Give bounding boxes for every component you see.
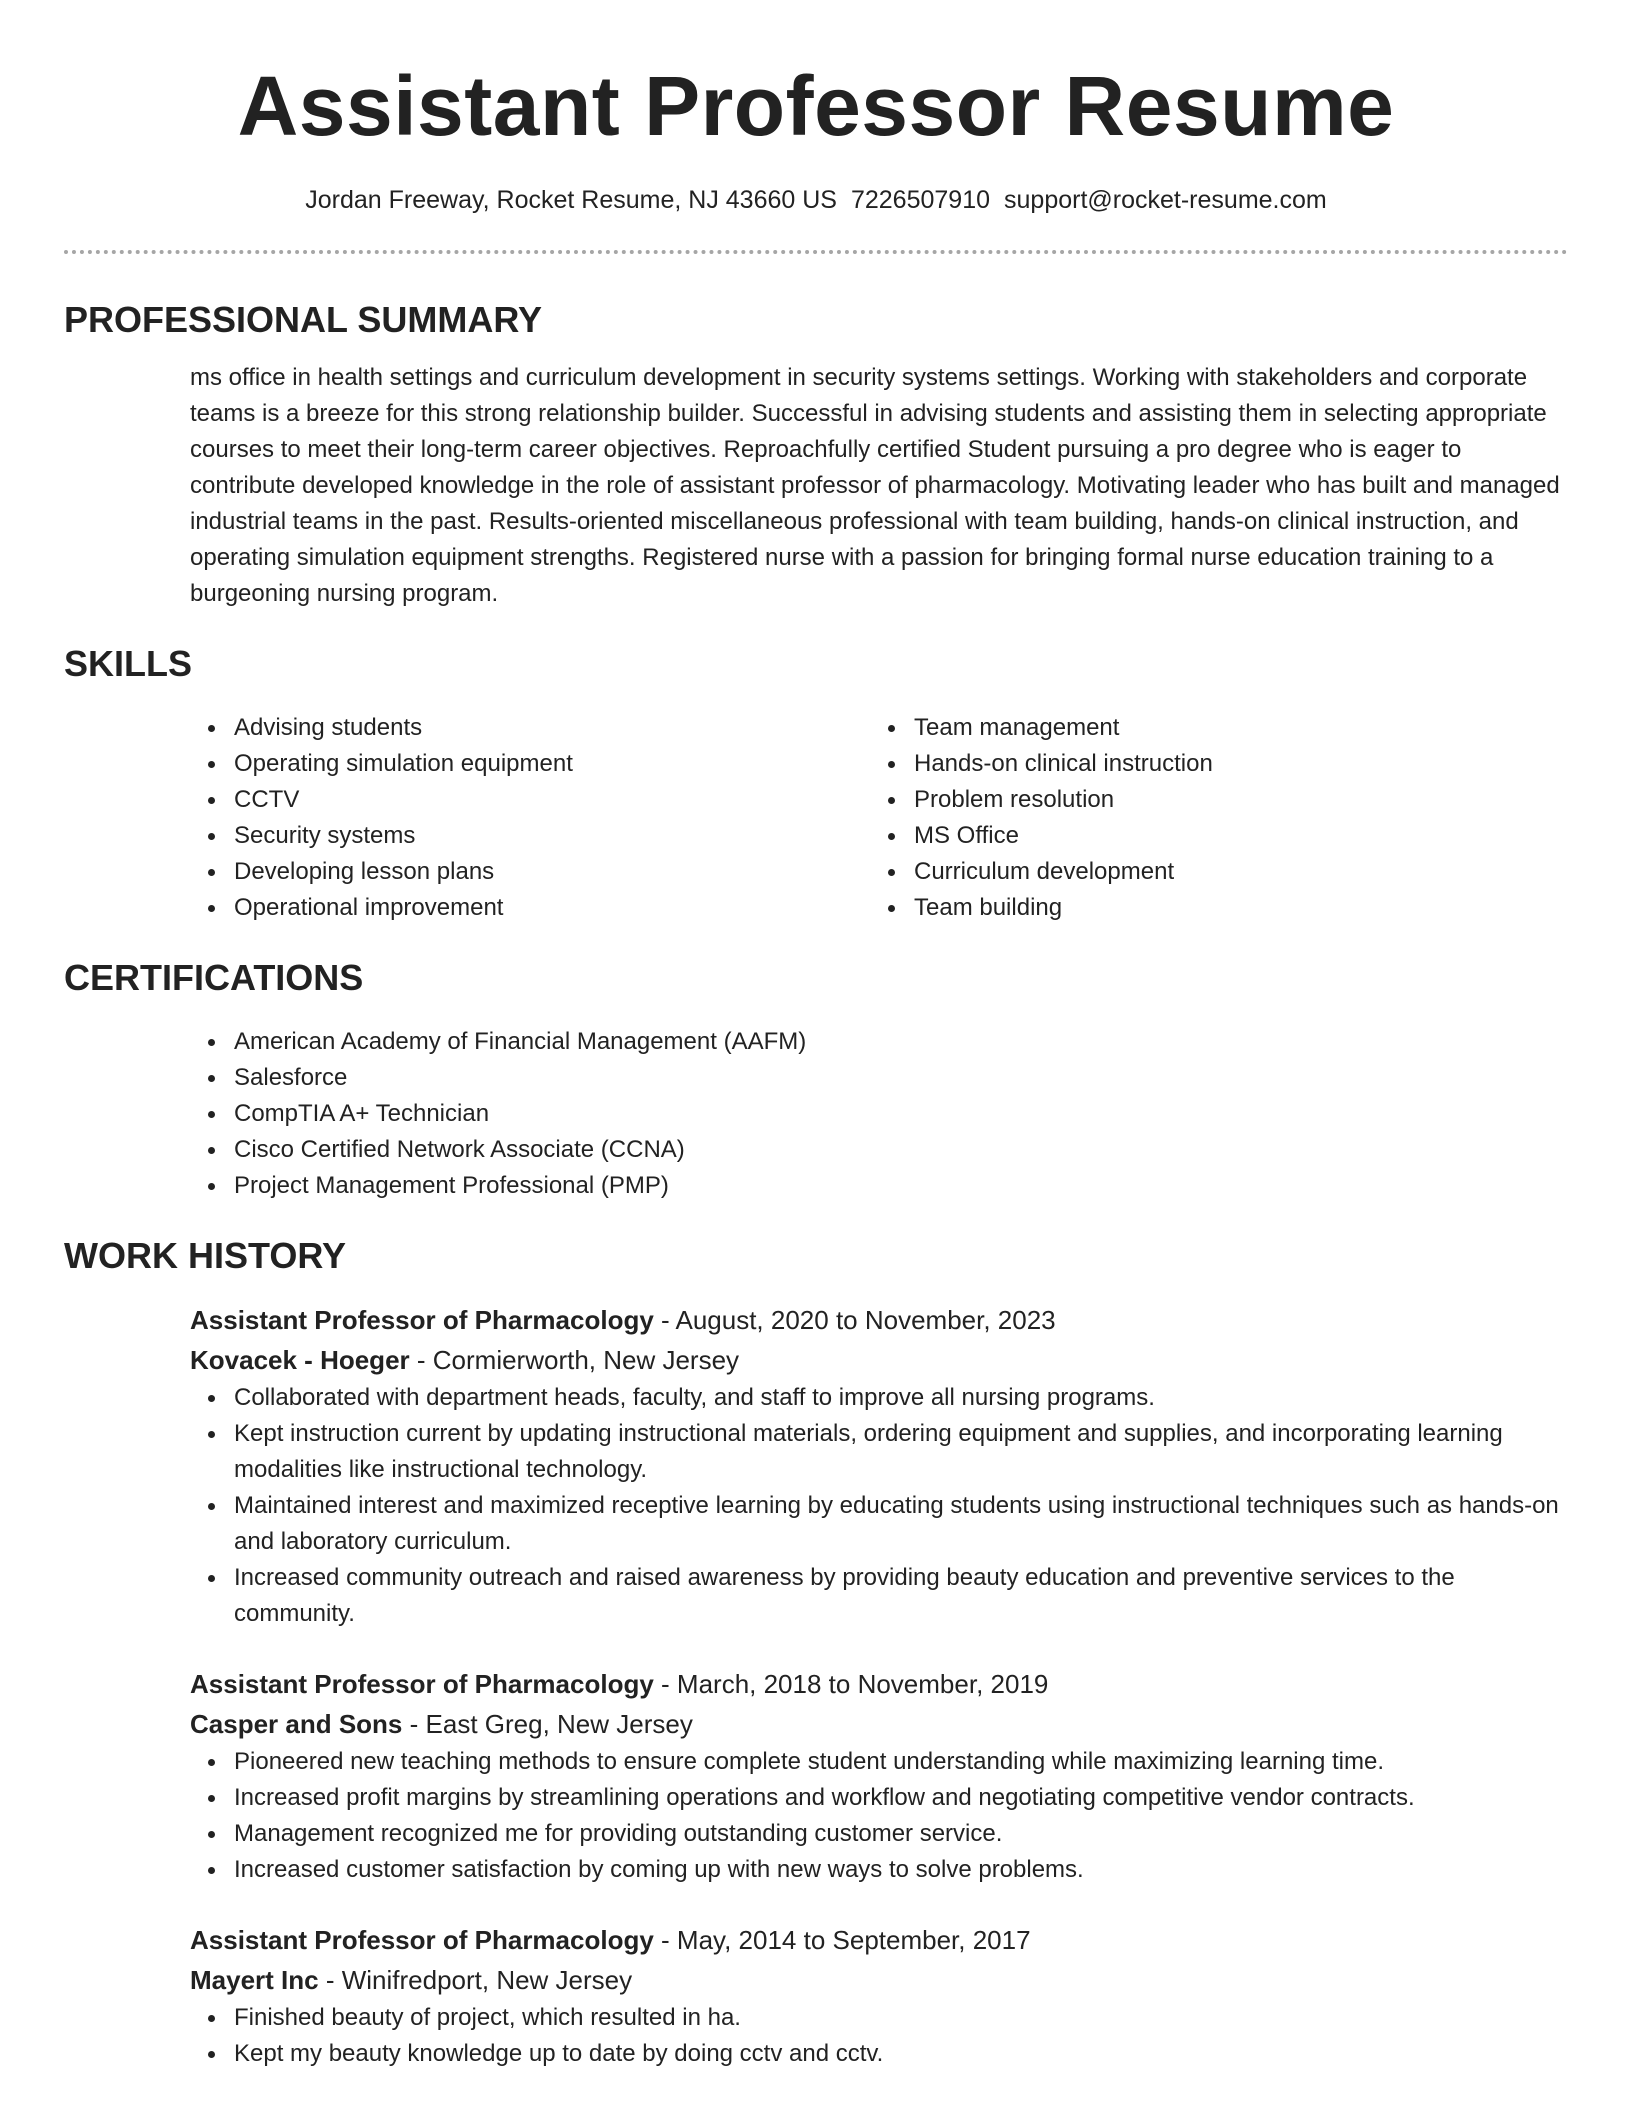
job-dates: - May, 2014 to September, 2017 [653, 1925, 1031, 1955]
job-company-line [190, 1960, 1568, 2000]
job-entry [190, 1664, 1568, 1888]
skill-item: Team management [914, 710, 1550, 746]
job-company: Mayert Inc [190, 1965, 319, 1995]
certification-item: Cisco Certified Network Associate (CCNA) [234, 1132, 1568, 1168]
work-history-heading: WORK HISTORY [64, 1235, 347, 1276]
skill-item: MS Office [914, 818, 1550, 854]
skill-item: Operating simulation equipment [234, 746, 870, 782]
job-bullet: Collaborated with department heads, faculty, and staff to improve all nursing programs. [234, 1380, 1568, 1416]
job-company: Kovacek - Hoeger [190, 1345, 410, 1375]
job-bullets [190, 1380, 1568, 1632]
job-bullet: Increased community outreach and raised awareness by providing beauty education and preventive services to the community. [234, 1560, 1568, 1632]
job-dates: - August, 2020 to November, 2023 [653, 1305, 1056, 1335]
job-bullet: Increased customer satisfaction by coming up with new ways to solve problems. [234, 1852, 1568, 1888]
job-bullets [190, 1744, 1568, 1888]
skills-grid [190, 710, 1568, 926]
job-bullet: Increased profit margins by streamlining operations and workflow and negotiating competitive vendor contracts. [234, 1780, 1568, 1816]
skills-list-left [190, 710, 870, 926]
certification-item: American Academy of Financial Management (AAFM) [234, 1024, 1568, 1060]
summary-heading: PROFESSIONAL SUMMARY [64, 299, 543, 340]
contact-address: Jordan Freeway, Rocket Resume, NJ 43660 US [305, 186, 837, 214]
skill-item: Hands-on clinical instruction [914, 746, 1550, 782]
skills-column-left [190, 710, 870, 926]
certifications-block [190, 1024, 1568, 1204]
contact-email: support@rocket-resume.com [1004, 186, 1327, 214]
certifications-heading: CERTIFICATIONS [64, 957, 364, 998]
job-title-line [190, 1664, 1568, 1704]
header-divider [64, 250, 1568, 254]
job-bullet: Pioneered new teaching methods to ensure complete student understanding while maximizing learning time. [234, 1744, 1568, 1780]
job-location: - Cormierworth, New Jersey [409, 1345, 740, 1375]
job-bullet: Maintained interest and maximized receptive learning by educating students using instructional techniques such as hands-on and laboratory curriculum. [234, 1488, 1568, 1560]
summary-text: ms office in health settings and curriculum development in security systems settings. Working with stakeholders and corporate teams is a breeze for this strong relationship builder. Successful in advising students and assisting them in selecting appropriate courses to meet their long-term career objectives. Reproachfully certified Student pursuing a pro degree who is eager to contribute developed knowledge in the role of assistant professor of pharmacology. Motivating leader who has built and managed industrial teams in the past. Results-oriented miscellaneous professional with team building, hands-on clinical instruction, and operating simulation equipment strengths. Registered nurse with a passion for bringing formal nurse education training to a burgeoning nursing program. [190, 364, 1560, 607]
job-dates: - March, 2018 to November, 2019 [653, 1669, 1049, 1699]
skills-heading: SKILLS [64, 643, 193, 684]
skill-item: Problem resolution [914, 782, 1550, 818]
job-entry [190, 1300, 1568, 1632]
job-title: Assistant Professor of Pharmacology [190, 1669, 654, 1699]
skills-column-right [870, 710, 1550, 926]
job-bullet: Finished beauty of project, which resulted in ha. [234, 2000, 1568, 2036]
job-bullet: Kept my beauty knowledge up to date by doing cctv and cctv. [234, 2036, 1568, 2072]
job-company-line [190, 1340, 1568, 1380]
skill-item: Security systems [234, 818, 870, 854]
skill-item: Developing lesson plans [234, 854, 870, 890]
skills-list-right [870, 710, 1550, 926]
job-company: Casper and Sons [190, 1709, 403, 1739]
skill-item: Team building [914, 890, 1550, 926]
job-company-line [190, 1704, 1568, 1744]
job-bullets [190, 2000, 1568, 2072]
certification-item: Salesforce [234, 1060, 1568, 1096]
job-title-line [190, 1300, 1568, 1340]
job-location: - Winifredport, New Jersey [318, 1965, 633, 1995]
job-title: Assistant Professor of Pharmacology [190, 1925, 654, 1955]
job-bullet: Management recognized me for providing outstanding customer service. [234, 1816, 1568, 1852]
contact-line [64, 184, 1568, 216]
job-title: Assistant Professor of Pharmacology [190, 1305, 654, 1335]
certification-item: Project Management Professional (PMP) [234, 1168, 1568, 1204]
skill-item: Advising students [234, 710, 870, 746]
job-bullet: Kept instruction current by updating instructional materials, ordering equipment and supplies, and incorporating learning modalities like instructional technology. [234, 1416, 1568, 1488]
contact-phone: 7226507910 [850, 186, 991, 214]
certification-item: CompTIA A+ Technician [234, 1096, 1568, 1132]
job-entry [190, 1920, 1568, 2072]
job-title-line [190, 1920, 1568, 1960]
resume-title: Assistant Professor Resume [237, 59, 1395, 153]
certifications-list [190, 1024, 1568, 1204]
skill-item: Operational improvement [234, 890, 870, 926]
skill-item: Curriculum development [914, 854, 1550, 890]
job-location: - East Greg, New Jersey [402, 1709, 693, 1739]
skill-item: CCTV [234, 782, 870, 818]
